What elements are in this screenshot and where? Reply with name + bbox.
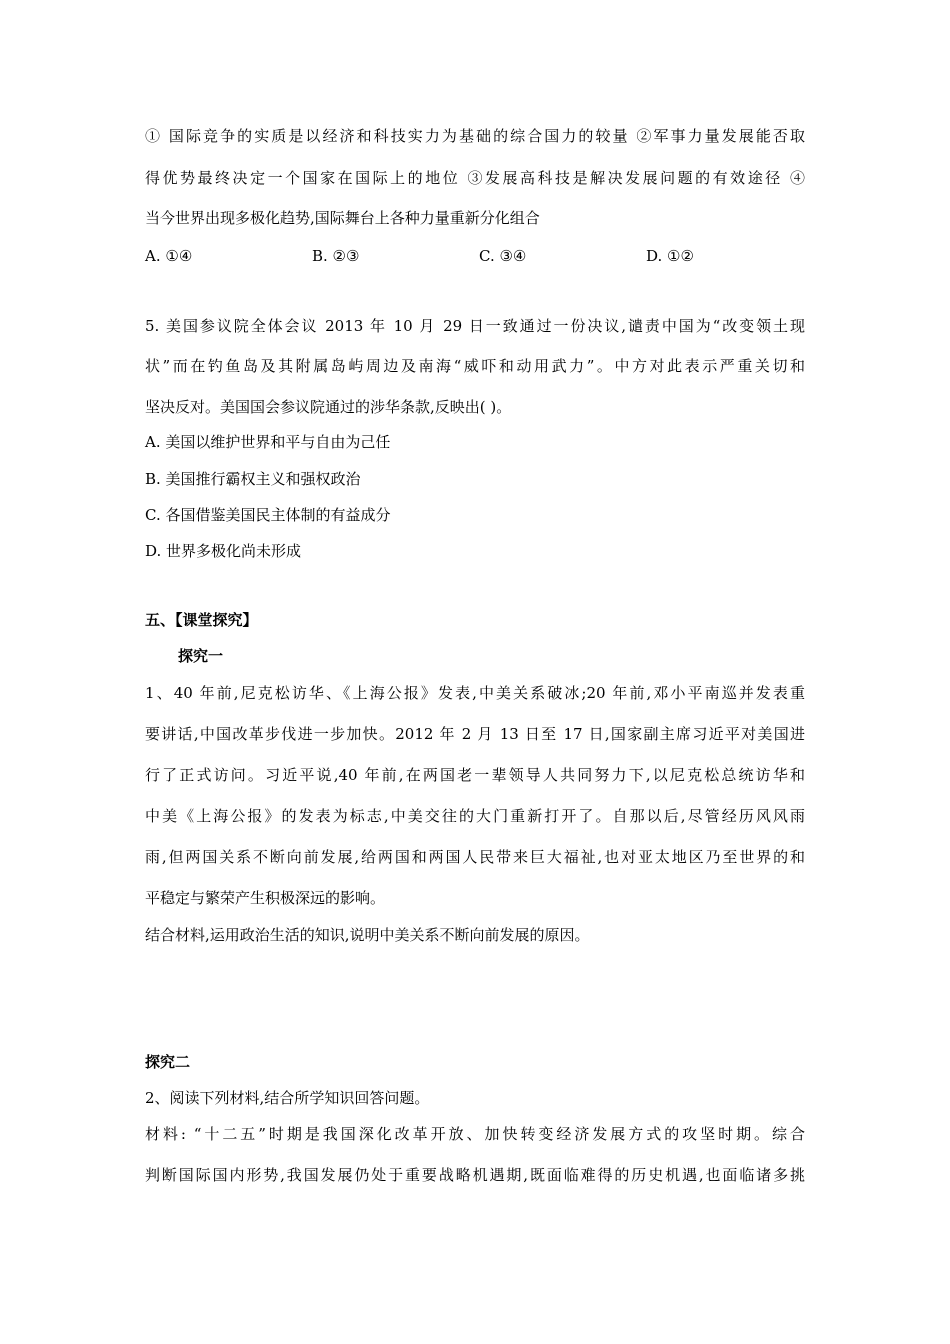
explore-2-material-line-2: 判断国际国内形势,我国发展仍处于重要战略机遇期,既面临难得的历史机遇,也面临诸多挑 — [145, 1166, 805, 1184]
explore-1-line-1: 1、40 年前,尼克松访华、《上海公报》发表,中美关系破冰;20 年前,邓小平南巡并发表重 — [145, 684, 805, 702]
section-title: 五、【课堂探究】 — [145, 611, 258, 629]
q4-option-b: B. ②③ — [312, 247, 360, 265]
explore-2-material-line-1: 材料: “十二五”时期是我国深化改革开放、加快转变经济发展方式的攻坚时期。综合 — [145, 1125, 805, 1143]
q5-stem-line-3: 坚决反对。美国国会参议院通过的涉华条款,反映出( )。 — [145, 398, 512, 416]
explore-1-line-4: 中美《上海公报》的发表为标志,中美交往的大门重新打开了。自那以后,尽管经历风风雨 — [145, 807, 805, 825]
q4-option-a: A. ①④ — [145, 247, 193, 265]
explore-1-line-3: 行了正式访问。习近平说,40 年前,在两国老一辈领导人共同努力下,以尼克松总统访华和 — [145, 766, 805, 784]
q4-statement-line-1: ① 国际竞争的实质是以经济和科技实力为基础的综合国力的较量 ②军事力量发展能否取 — [145, 127, 805, 145]
q5-option-a: A. 美国以维护世界和平与自由为己任 — [145, 433, 391, 451]
explore-1-question: 结合材料,运用政治生活的知识,说明中美关系不断向前发展的原因。 — [145, 926, 590, 944]
explore-1-line-2: 要讲话,中国改革步伐进一步加快。2012 年 2 月 13 日至 17 日,国家副主席习近平对美国进 — [145, 725, 805, 743]
q5-option-d: D. 世界多极化尚未形成 — [145, 542, 302, 560]
explore-2-heading: 探究二 — [145, 1053, 191, 1071]
q5-stem-line-1: 5. 美国参议院全体会议 2013 年 10 月 29 日一致通过一份决议,谴责中国为“改变领土现 — [145, 317, 805, 335]
explore-1-line-5: 雨,但两国关系不断向前发展,给两国和两国人民带来巨大福祉,也对亚太地区乃至世界的和 — [145, 848, 805, 866]
q5-option-c: C. 各国借鉴美国民主体制的有益成分 — [145, 506, 391, 524]
q5-stem-line-2: 状”而在钓鱼岛及其附属岛屿周边及南海“威吓和动用武力”。中方对此表示严重关切和 — [145, 357, 805, 375]
q5-option-b: B. 美国推行霸权主义和强权政治 — [145, 470, 361, 488]
explore-1-heading: 探究一 — [178, 647, 224, 665]
q4-option-d: D. ①② — [646, 247, 694, 265]
q4-statement-line-2: 得优势最终决定一个国家在国际上的地位 ③发展高科技是解决发展问题的有效途径 ④ — [145, 169, 805, 187]
q4-statement-line-3: 当今世界出现多极化趋势,国际舞台上各种力量重新分化组合 — [145, 209, 540, 227]
q4-option-c: C. ③④ — [479, 247, 527, 265]
explore-1-line-6: 平稳定与繁荣产生积极深远的影响。 — [145, 889, 386, 907]
explore-2-intro: 2、阅读下列材料,结合所学知识回答问题。 — [145, 1089, 430, 1107]
